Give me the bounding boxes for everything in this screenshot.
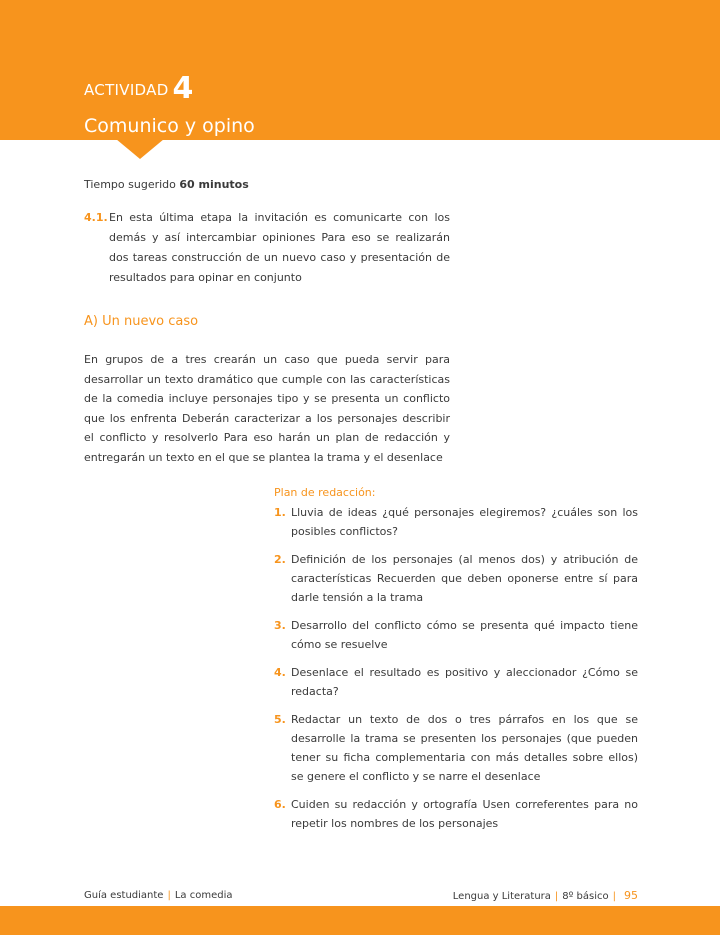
activity-number: 4 xyxy=(172,71,194,106)
plan-title: Plan de redacción: xyxy=(274,486,376,499)
suggested-time-value: 60 minutos xyxy=(179,178,249,191)
footer-separator: | xyxy=(612,891,616,902)
plan-step xyxy=(274,550,638,607)
bottom-band xyxy=(0,906,720,935)
plan-step-number: 3. xyxy=(274,619,286,632)
activity-label-text: ACTIVIDAD xyxy=(84,81,169,99)
plan-step-text: Lluvia de ideas ¿qué personajes elegiremos? ¿cuáles son los posibles conflictos? xyxy=(291,506,638,538)
plan-step xyxy=(274,503,638,541)
footer-subject: Lengua y Literatura xyxy=(452,891,551,902)
plan-step-number: 1. xyxy=(274,506,286,519)
activity-label xyxy=(84,71,194,106)
plan-step-number: 6. xyxy=(274,798,286,811)
plan-step xyxy=(274,710,638,786)
footer-separator: | xyxy=(167,890,171,901)
instruction-number: 4.1. xyxy=(84,211,108,224)
activity-title: Comunico y opino xyxy=(84,115,255,137)
plan-step xyxy=(274,663,638,701)
plan-step-text: Definición de los personajes (al menos dos) y atribución de características Recuerden que deben oponerse entre sí para darle tensión a la trama xyxy=(291,553,638,604)
plan-step-text: Cuiden su redacción y ortografía Usen correferentes para no repetir los nombres de los personajes xyxy=(291,798,638,830)
page-number: 95 xyxy=(624,889,638,902)
plan-step-number: 2. xyxy=(274,553,286,566)
plan-step-number: 5. xyxy=(274,713,286,726)
plan-step-text: Redactar un texto de dos o tres párrafos en los que se desarrolle la trama se presenten los personajes (que pueden tener su ficha complementaria con más detalles sobre ellos) se genere el conflicto y se narre el desenlace xyxy=(291,713,638,783)
section-a-title: A) Un nuevo caso xyxy=(84,314,199,329)
header-notch xyxy=(116,139,164,159)
plan-step xyxy=(274,795,638,833)
suggested-time xyxy=(84,177,249,193)
footer-left xyxy=(84,888,233,904)
footer-right xyxy=(453,888,638,905)
suggested-time-prefix: Tiempo sugerido xyxy=(84,178,176,191)
section-a-paragraph: En grupos de a tres crearán un caso que pueda servir para desarrollar un texto dramático que cumple con las características de la comedia incluye personajes tipo y se presenta un conflicto que los enfrenta Deberán caracterizar a los personajes describir el conflicto y resolverlo Para eso harán un plan de redacción y entregarán un texto en el que se plantea la trama y el desenlace xyxy=(84,353,450,464)
plan-step xyxy=(274,616,638,654)
footer-grade: 8º básico xyxy=(562,891,609,902)
footer-guide: Guía estudiante xyxy=(84,890,164,901)
footer-unit: La comedia xyxy=(174,890,233,901)
instruction-4-1 xyxy=(84,208,450,288)
footer-separator: | xyxy=(554,891,559,902)
instruction-text: En esta última etapa la invitación es comunicarte con los demás y así intercambiar opiniones Para eso se realizarán dos tareas construcción de un nuevo caso y presentación de resultados para opinar en conjunto xyxy=(109,211,450,284)
plan-step-text: Desarrollo del conflicto cómo se presenta qué impacto tiene cómo se resuelve xyxy=(291,619,638,651)
plan-step-text: Desenlace el resultado es positivo y aleccionador ¿Cómo se redacta? xyxy=(291,666,638,698)
plan-step-number: 4. xyxy=(274,666,286,679)
plan-steps-list xyxy=(274,503,638,842)
